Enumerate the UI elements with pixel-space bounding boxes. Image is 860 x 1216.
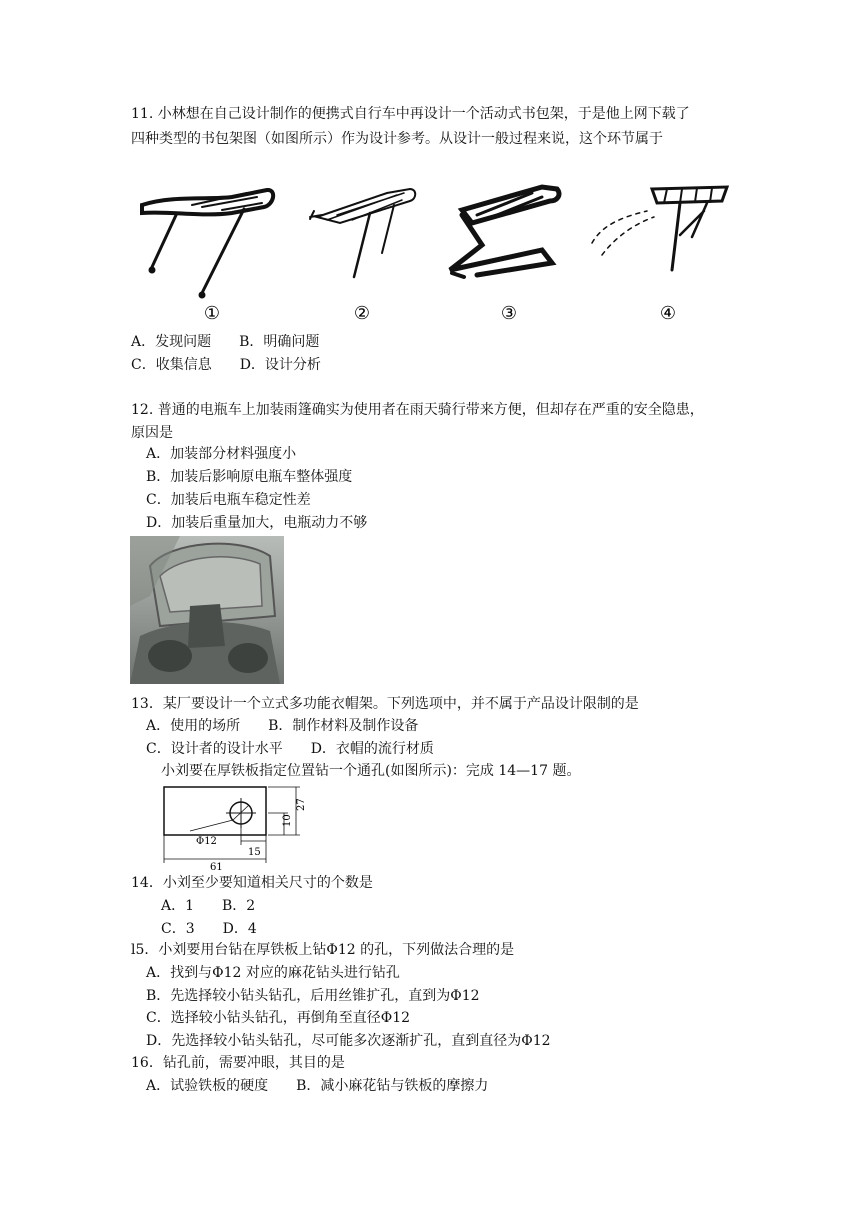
dim-27: 27: [296, 798, 307, 811]
electric-scooter-rain-canopy-photo: [130, 536, 284, 684]
intro-14-17: 小刘要在厚铁板指定位置钻一个通孔(如图所示)：完成 14—17 题。: [161, 763, 581, 779]
q15-option-d: D．先选择较小钻头钻孔，尽可能多次逐渐扩孔，直到直径为Φ12: [146, 1033, 551, 1049]
figure-caption-4: ④: [659, 303, 677, 324]
q12-option-c: C．加装后电瓶车稳定性差: [146, 492, 311, 508]
q15-option-c: C．选择较小钻头钻孔，再倒角至直径Φ12: [146, 1010, 411, 1026]
q14-stem: 14．小刘至少要知道相关尺寸的个数是: [131, 875, 373, 891]
q16-stem: 16．钻孔前，需要冲眼，其目的是: [131, 1055, 345, 1071]
rack-2-drawing: [310, 189, 415, 277]
figure-caption-1: ①: [203, 303, 221, 324]
dim-61: 61: [210, 862, 223, 873]
dim-diameter: Φ12: [196, 836, 217, 847]
figure-caption-2: ②: [353, 303, 371, 324]
q12-option-d: D．加装后重量加大，电瓶动力不够: [146, 515, 368, 531]
figure-caption-3: ③: [500, 303, 518, 324]
q13-options-line1: A．使用的场所 B．制作材料及制作设备: [146, 718, 419, 734]
bike-rack-figures: [132, 175, 732, 325]
q12-option-b: B．加装后影响原电瓶车整体强度: [146, 469, 353, 485]
q12-stem-line1: 12. 普通的电瓶车上加装雨篷确实为使用者在雨天骑行带来方便，但却存在严重的安全隐患，: [131, 402, 704, 418]
dim-15: 15: [248, 847, 261, 858]
rack-1-drawing: [142, 190, 273, 298]
q11-stem-line1: 11. 小林想在自己设计制作的便携式自行车中再设计一个活动式书包架，于是他上网下载了: [131, 106, 690, 122]
rack-4-drawing: [592, 187, 727, 270]
q16-options-line1: A．试验铁板的硬度 B．减小麻花钻与铁板的摩擦力: [146, 1078, 489, 1094]
q15-stem: l5．小刘要用台钻在厚铁板上钻Φ12 的孔，下列做法合理的是: [131, 942, 515, 958]
q14-options-line1: A．1 B．2: [161, 898, 256, 914]
q11-stem-line2: 四种类型的书包架图（如图所示）作为设计参考。从设计一般过程来说，这个环节属于: [131, 131, 663, 147]
dim-10: 10: [282, 814, 293, 827]
q13-options-line2: C．设计者的设计水平 D．衣帽的流行材质: [146, 741, 434, 757]
q15-option-b: B．先选择较小钻头钻孔，后用丝锥扩孔，直到为Φ12: [146, 988, 480, 1004]
q11-options-line1: A．发现问题 B．明确问题: [131, 334, 320, 350]
q15-option-a: A．找到与Φ12 对应的麻花钻头进行钻孔: [146, 965, 400, 981]
q11-options-line2: C．收集信息 D．设计分析: [131, 357, 321, 373]
q14-options-line2: C．3 D．4: [161, 921, 257, 937]
steel-plate-hole-drawing: [160, 783, 310, 873]
q12-stem-line2: 原因是: [131, 425, 173, 441]
q12-option-a: A．加装部分材料强度小: [146, 446, 297, 462]
rack-3-drawing: [450, 187, 559, 277]
q13-stem: 13．某厂要设计一个立式多功能衣帽架。下列选项中，并不属于产品设计限制的是: [131, 696, 639, 712]
